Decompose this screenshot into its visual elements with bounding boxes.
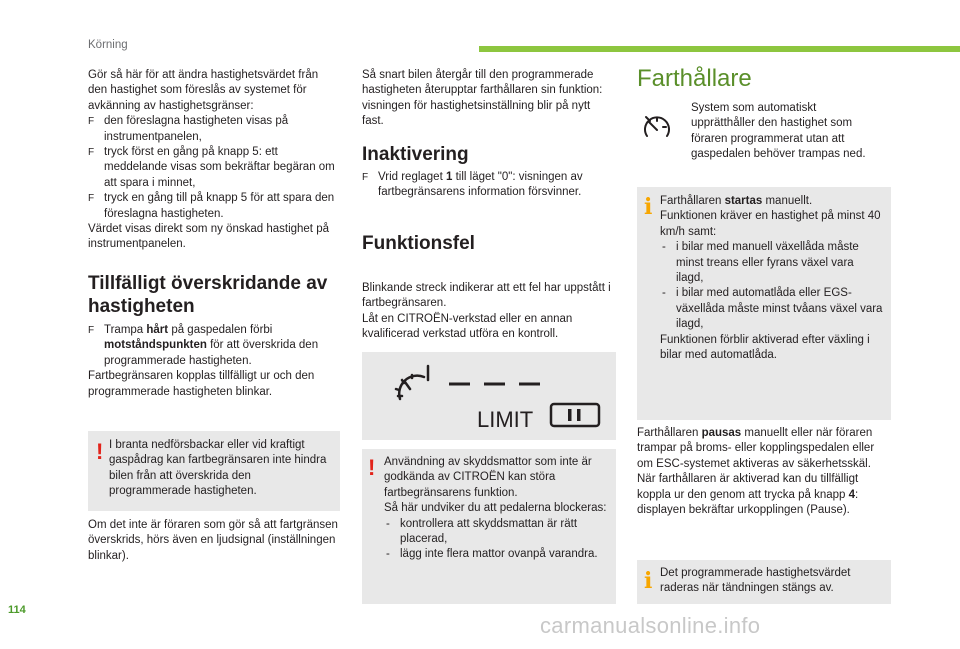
info-icon: i xyxy=(644,568,653,594)
intro-text: Gör så här för att ändra hastighetsvärdet från den hastighet som föreslås av systemet för avkänning av hastighetsgränser: xyxy=(88,69,319,112)
bullet-icon: F xyxy=(88,116,95,128)
list-item: - i bilar med automatlåda eller EGS-växellåda måste minst tvåans växel vara ilagd, xyxy=(662,287,883,331)
warning-icon: ! xyxy=(96,439,104,464)
warning-content: Användning av skyddsmattor som inte är godkända av CITROËN kan störa fartbegränsarens funktion. Så här undviker du att pedalerna blockeras: - kontrollera att skyddsmattan är rätt placerad, - lägg inte flera mattor ovanpå varandra. xyxy=(384,455,610,563)
pause-text: Farthållaren pausas manuellt eller när föraren trampar på broms- eller kopplingspedalen eller om ESC-systemet aktiveras av säkerhetsskäl. När farthållaren är aktiverad kan du tillfälligt koppla ur den genom att trycka på knapp 4: displayen bekräftar urkopplingen (Pause). xyxy=(637,427,875,517)
warning-icon: ! xyxy=(368,455,376,480)
section-header: Körning xyxy=(88,39,128,51)
speedometer-icon xyxy=(396,366,428,399)
list-item: F Trampa hårt på gaspedalen förbi motståndspunkten för att överskrida den programmerade hastigheten. xyxy=(88,324,319,367)
list-item: F den föreslagna hastigheten visas på instrumentpanelen, xyxy=(88,115,289,143)
fault-text-2: Låt en CITROËN-verkstad eller en annan kvalificerad verkstad utföra en kontroll. xyxy=(362,312,573,341)
resume-text: Så snart bilen återgår till den programmerade hastigheten återupptar farthållaren sin funktion: visningen för hastighetsinställning blir på nytt fast. xyxy=(362,69,603,128)
bottom-text: Om det inte är föraren som gör så att fartgränsen överskrids, hörs även en ljudsignal (inställningen blinkar). xyxy=(88,519,338,562)
pause-badge xyxy=(551,404,599,426)
override-section xyxy=(88,323,338,400)
warning-box xyxy=(88,431,340,511)
list-item: F Vrid reglaget 1 till läget "0": visningen av fartbegränsarens information försvinner. xyxy=(362,171,583,199)
warning-box-mats xyxy=(362,449,616,604)
deactivation-section xyxy=(362,170,612,201)
display-illustration xyxy=(362,352,616,440)
bullet-icon: F xyxy=(88,147,95,159)
list-item: F tryck först en gång på knapp 5: ett meddelande visas som bekräftar begäran om att spara i minnet, xyxy=(88,146,335,189)
bullet-icon: F xyxy=(88,325,95,336)
override-after-text: Fartbegränsaren kopplas tillfälligt ur och den programmerade hastigheten blinkar. xyxy=(88,370,315,398)
section-title: Farthållare xyxy=(637,65,752,92)
info-box-start xyxy=(637,187,891,420)
info-content: Farthållaren startas manuellt. Funktionen kräver en hastighet på minst 40 km/h samt: - i bilar med manuell växellåda måste minst treans eller fyrans växel vara ilagd, - i bilar med automatlåda eller EGS-växellåda måste minst tvåans växel vara ilagd, Funktionen förblir aktiverad efter växling i bilar med automatlåda. xyxy=(660,195,883,362)
info-reset-text: Det programmerade hastighetsvärdet raderas när tändningen stängs av. xyxy=(660,567,851,595)
list-item: - kontrollera att skyddsmattan är rätt placerad, xyxy=(386,517,578,546)
column-1 xyxy=(88,68,338,253)
cruise-description: System som automatiskt upprätthåller den hastighet som föraren programmerat utan att gaspedalen behöver trampas ned. xyxy=(691,102,866,161)
heading-deactivation: Inaktivering xyxy=(362,144,469,165)
info-icon: i xyxy=(644,194,653,220)
limit-label: LIMIT xyxy=(477,407,534,432)
fault-text-1: Blinkande streck indikerar att ett fel har uppstått i fartbegränsaren. xyxy=(362,282,611,310)
cruise-control-icon xyxy=(641,112,673,144)
watermark: carmanualsonline.info xyxy=(540,613,761,638)
after-text: Värdet visas direkt som ny önskad hastighet på instrumentpanelen. xyxy=(88,223,329,251)
list-item: - lägg inte flera mattor ovanpå varandra. xyxy=(386,548,598,561)
page-number: 114 xyxy=(8,604,26,616)
list-item: F tryck en gång till på knapp 5 för att spara den föreslagna hastigheten. xyxy=(88,192,335,220)
list-item: - i bilar med manuell växellåda måste minst treans eller fyrans växel vara ilagd, xyxy=(662,241,859,285)
warning-text: I branta nedförsbackar eller vid kraftigt gaspådrag kan fartbegränsaren inte hindra bilen från att överskrida den programmerade hastigheten. xyxy=(109,439,327,498)
bullet-icon: F xyxy=(88,193,95,205)
heading-fault: Funktionsfel xyxy=(362,233,475,254)
pause-icon xyxy=(568,409,572,421)
heading-override: Tillfälligt överskridande av hastigheten xyxy=(88,273,328,317)
fault-section xyxy=(362,281,612,343)
header-accent-bar xyxy=(479,46,960,52)
info-box-reset xyxy=(637,560,891,604)
bullet-icon: F xyxy=(362,172,369,183)
